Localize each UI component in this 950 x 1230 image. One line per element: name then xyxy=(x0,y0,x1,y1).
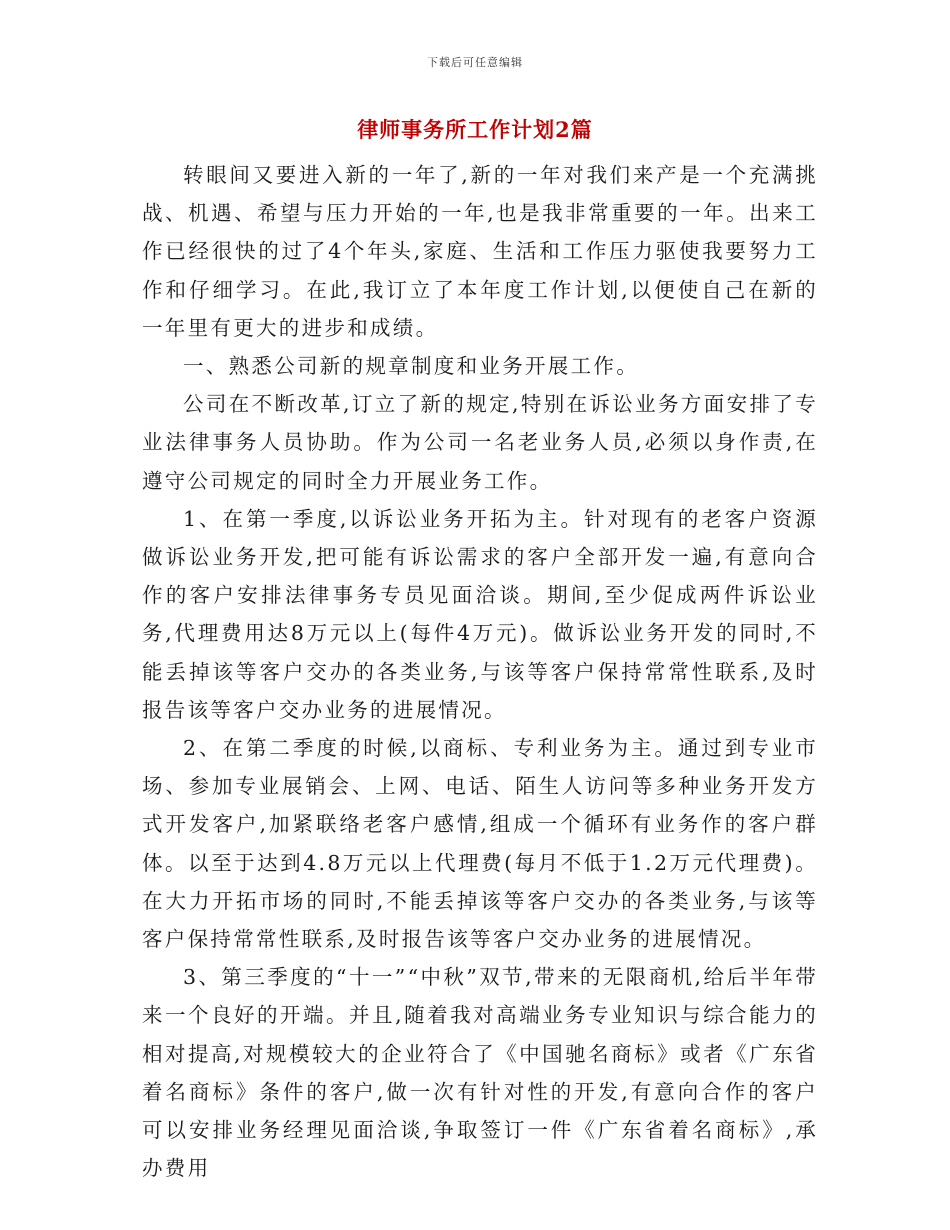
header-note: 下载后可任意编辑 xyxy=(427,56,523,69)
paragraph-section-heading: 一、熟悉公司新的规章制度和业务开展工作。 xyxy=(183,354,639,379)
paragraph-q2-plan: 2、在第二季度的时候,以商标、专利业务为主。通过到专业市场、参加专业展销会、上网、电话、陌生人访问等多种业务开发方式开发客户,加紧联络老客户感情,组成一个循环有业务作的客户群体。以至于达到4.8万元以上代理费(每月不低于1.2万元代理费)。在大力开拓市场的同时,不能丢掉该等客户交办的各类业务,与该等客户保持常常性联系,及时报告该等客户交办业务的进展情况。 xyxy=(142,736,818,952)
document-body xyxy=(142,156,818,1187)
paragraph-intro: 转眼间又要进入新的一年了,新的一年对我们来产是一个充满挑战、机遇、希望与压力开始的一年,也是我非常重要的一年。出来工作已经很快的过了4个年头,家庭、生活和工作压力驱使我要努力工作和仔细学习。在此,我订立了本年度工作计划,以便使自己在新的一年里有更大的进步和成绩。 xyxy=(142,163,818,340)
document-title: 律师事务所工作计划2篇 xyxy=(357,117,593,142)
paragraph-q3-plan: 3、第三季度的“十一”“中秋”双节,带来的无限商机,给后半年带来一个良好的开端。并且,随着我对高端业务专业知识与综合能力的相对提高,对规模较大的企业符合了《中国驰名商标》或者《广东省着名商标》条件的客户,做一次有针对性的开发,有意向合作的客户可以安排业务经理见面洽谈,争取签订一件《广东省着名商标》,承办费用 xyxy=(142,965,818,1181)
paragraph-company-rules: 公司在不断改革,订立了新的规定,特别在诉讼业务方面安排了专业法律事务人员协助。作为公司一名老业务人员,必须以身作责,在遵守公司规定的同时全力开展业务工作。 xyxy=(142,392,818,493)
paragraph-q1-plan: 1、在第一季度,以诉讼业务开拓为主。针对现有的老客户资源做诉讼业务开发,把可能有诉讼需求的客户全部开发一遍,有意向合作的客户安排法律事务专员见面洽谈。期间,至少促成两件诉讼业务,代理费用达8万元以上(每件4万元)。做诉讼业务开发的同时,不能丢掉该等客户交办的各类业务,与该等客户保持常常性联系,及时报告该等客户交办业务的进展情况。 xyxy=(142,506,818,722)
